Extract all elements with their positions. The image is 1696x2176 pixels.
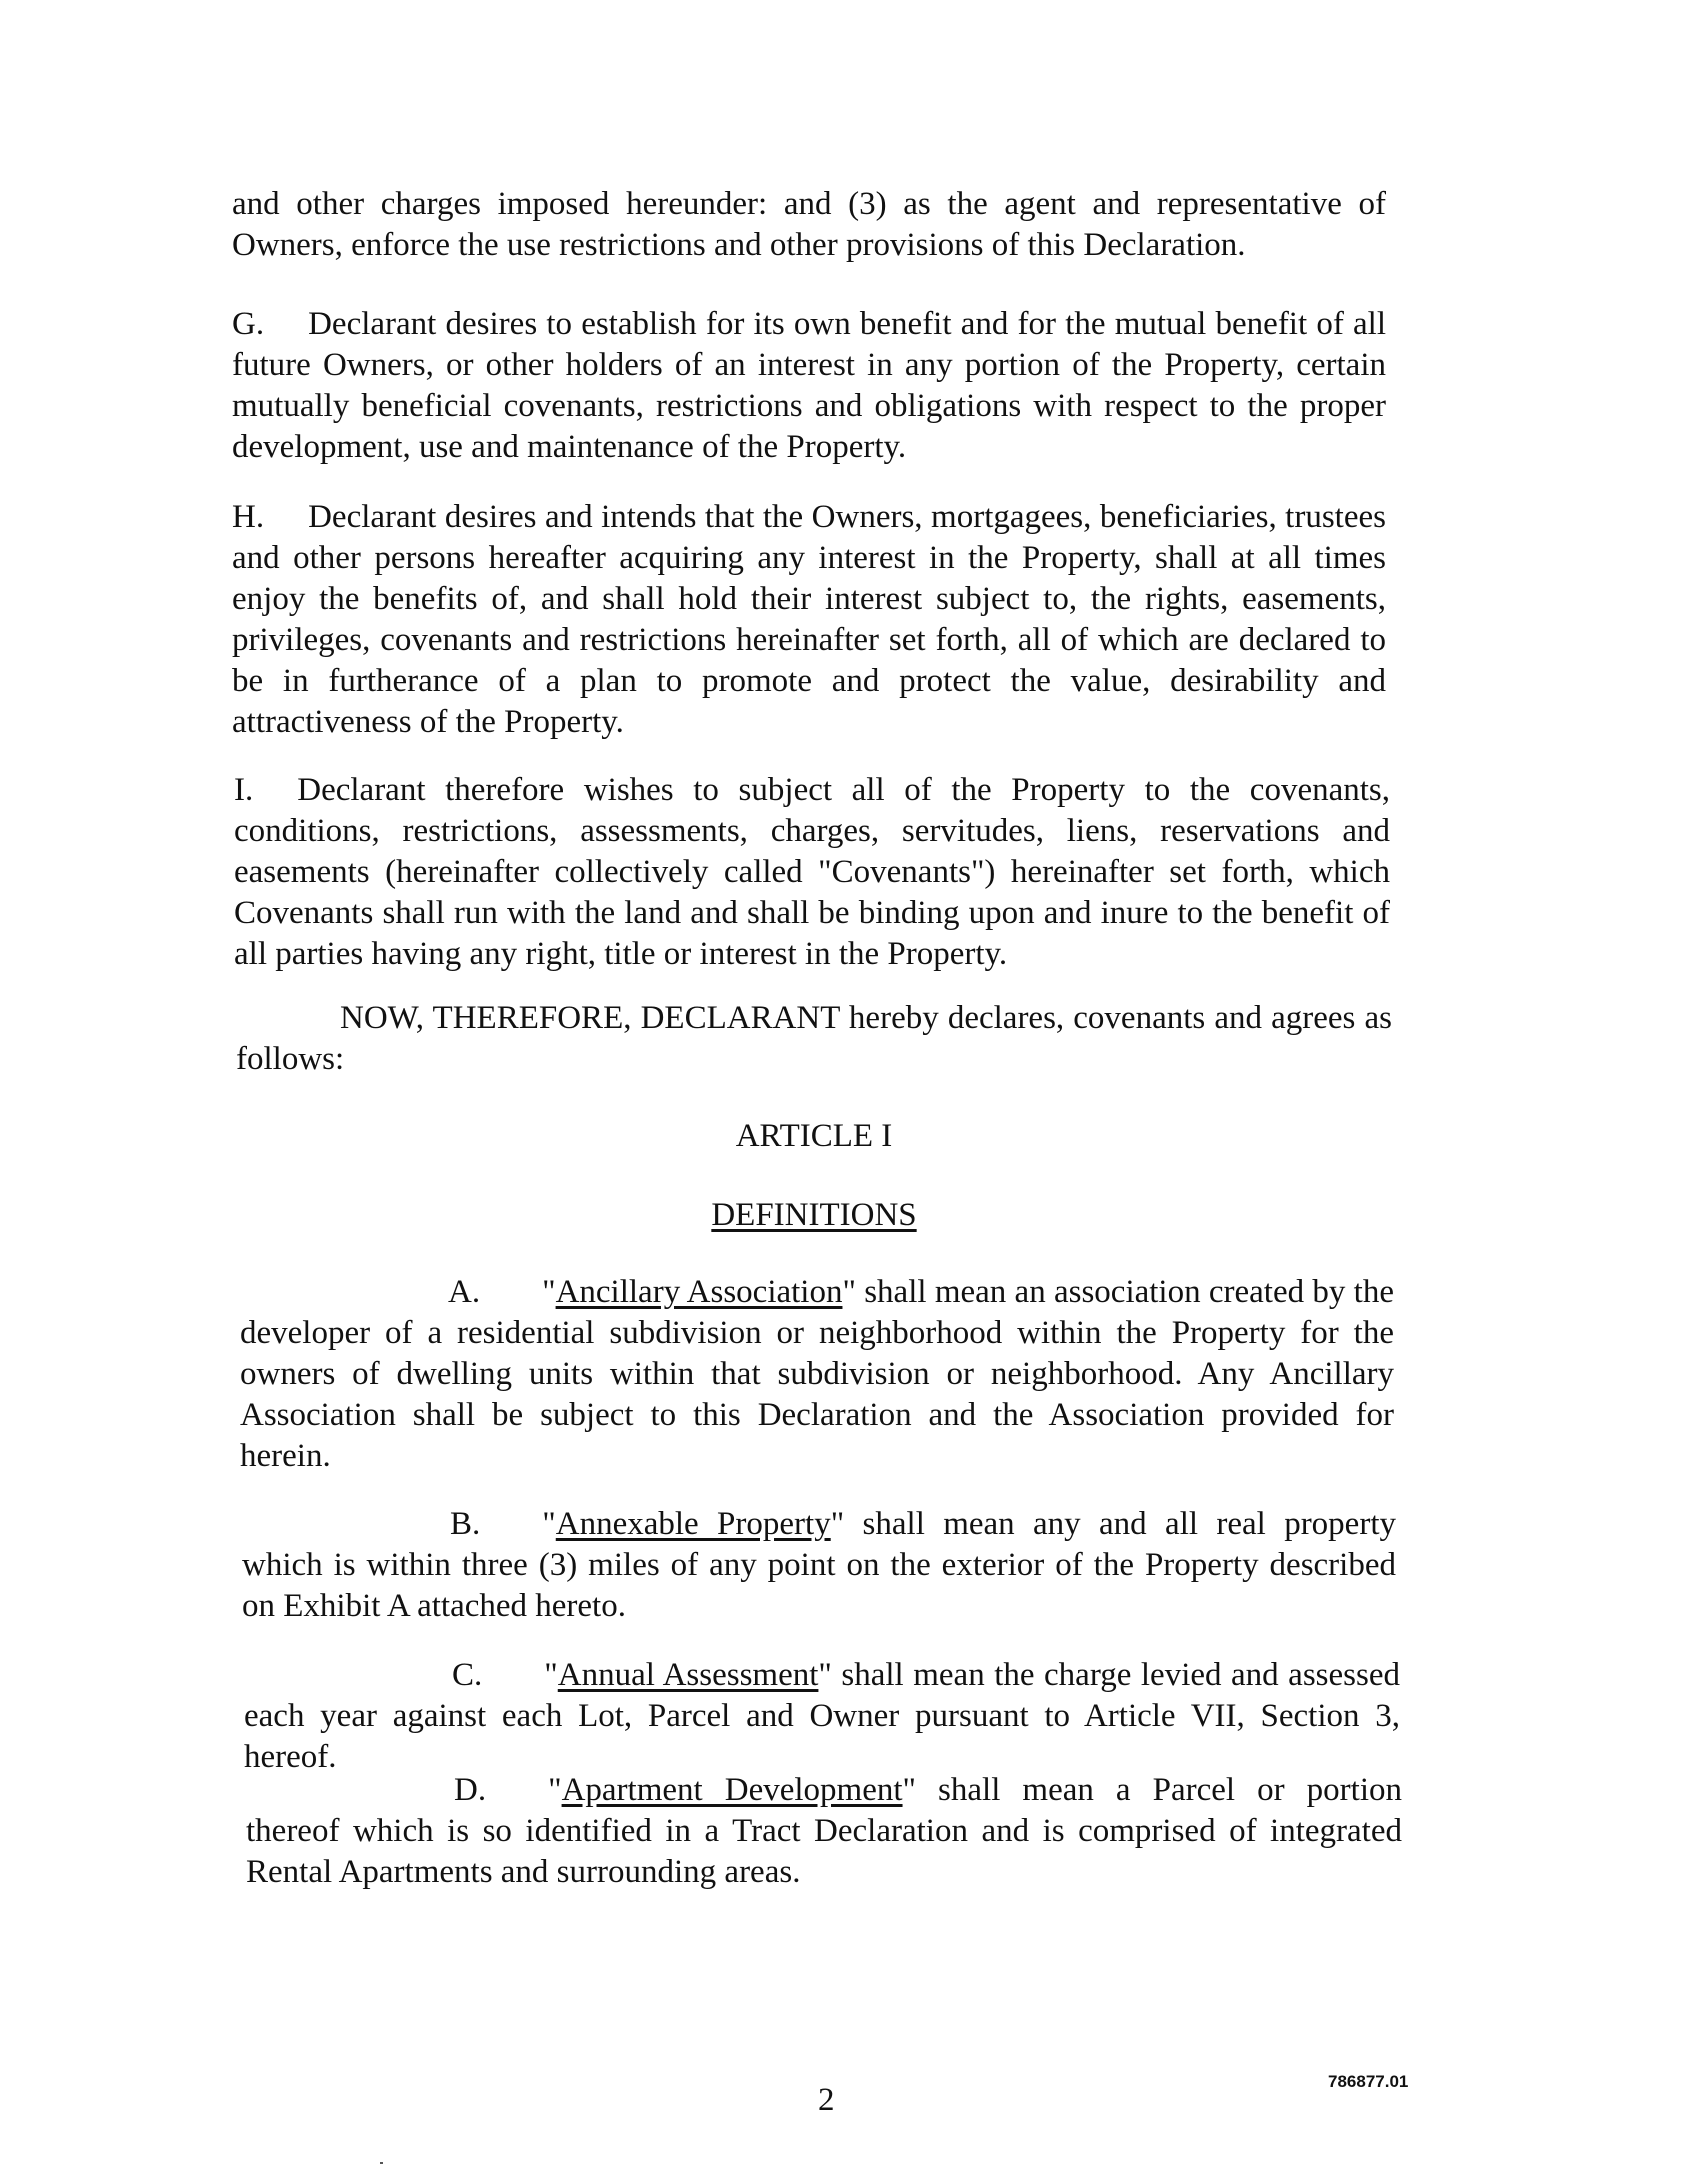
recital-label: I. (234, 772, 254, 808)
recital-g (232, 304, 1386, 468)
recital-label: H. (232, 499, 265, 535)
definition-term: Apartment Development (561, 1772, 903, 1808)
definition-label: D. (454, 1772, 487, 1808)
article-number: ARTICLE I (735, 1118, 893, 1154)
recital-text: Declarant therefore wishes to subject all of the Property to the covenants, conditions, restrictions, assessments, charges, servitudes, liens, reservations and easements (hereinafter collectively called "Covenants") hereinafter set forth, which Covenants shall run with the land and shall be binding upon and inure to the benefit of all parties having any right, title or interest in the Property. (234, 772, 1390, 972)
definition-label: B. (450, 1506, 481, 1542)
definition-text: " shall mean the charge levied and assessed each year against each Lot, Parcel and Owner pursuant to Article VII, Section 3, hereof. (244, 1657, 1400, 1775)
definition-label: A. (448, 1274, 481, 1310)
recital-text: Declarant desires to establish for its own benefit and for the mutual benefit of all future Owners, or other holders of an interest in any portion of the Property, certain mutually beneficial covenants, restrictions and obligations with respect to the proper development, use and maintenance of the Property. (232, 306, 1386, 465)
definition-c: C. "Annual Assessment" shall mean the charge levied and assessed each year against each Lot, Parcel and Owner pursuant to Article VII, Section 3, hereof. (244, 1657, 1400, 1775)
definition-term: Ancillary Association (555, 1274, 843, 1310)
definition-b: B. "Annexable Property" shall mean any and all real property which is within three (3) miles of any point on the exterior of the Property described on Exhibit A attached hereto. (242, 1506, 1396, 1624)
page-number: 2 (818, 2082, 835, 2118)
definition-d: D. "Apartment Development" shall mean a Parcel or portion thereof which is so identified in a Tract Declaration and is comprised of integrated Rental Apartments and surrounding areas. (246, 1772, 1402, 1890)
definition-a: A. "Ancillary Association" shall mean an association created by the developer of a residential subdivision or neighborhood within the Property for the owners of dwelling units within that subdivision or neighborhood. Any Ancillary Association shall be subject to this Declaration and the Association provided for herein. (240, 1274, 1394, 1474)
article-title: DEFINITIONS (711, 1197, 917, 1233)
now-therefore-text: NOW, THEREFORE, DECLARANT hereby declares, covenants and agrees as follows: (236, 1000, 1392, 1077)
scan-speck (380, 2162, 383, 2164)
continuation-text: and other charges imposed hereunder: and (3) as the agent and representative of Owners, enforce the use restrictions and other provisions of this Declaration. (232, 186, 1386, 263)
definition-text: " shall mean any and all real property which is within three (3) miles of any point on the exterior of the Property described on Exhibit A attached hereto. (242, 1506, 1396, 1624)
definition-term: Annexable Property (555, 1506, 831, 1542)
recital-i (234, 770, 1390, 975)
definition-term: Annual Assessment (557, 1657, 819, 1693)
recital-text: Declarant desires and intends that the Owners, mortgagees, beneficiaries, trustees and other persons hereafter acquiring any interest in the Property, shall at all times enjoy the benefits of, and shall hold their interest subject to, the rights, easements, privileges, covenants and restrictions hereinafter set forth, all of which are declared to be in furtherance of a plan to promote and protect the value, desirability and attractiveness of the Property. (232, 499, 1386, 740)
continuation-paragraph (232, 184, 1386, 266)
definition-text: " shall mean an association created by the developer of a residential subdivision or neighborhood within the Property for the owners of dwelling units within that subdivision or neighborhood. Any Ancillary Association shall be subject to this Declaration and the Association provided for herein. (240, 1274, 1394, 1474)
recital-label: G. (232, 306, 265, 342)
now-therefore-paragraph (236, 998, 1392, 1080)
recital-h (232, 497, 1386, 743)
definition-label: C. (452, 1657, 483, 1693)
definition-text: " shall mean a Parcel or portion thereof which is so identified in a Tract Declaration and is comprised of integrated Rental Apartments and surrounding areas. (246, 1772, 1402, 1890)
document-id: 786877.01 (1328, 2072, 1409, 2091)
